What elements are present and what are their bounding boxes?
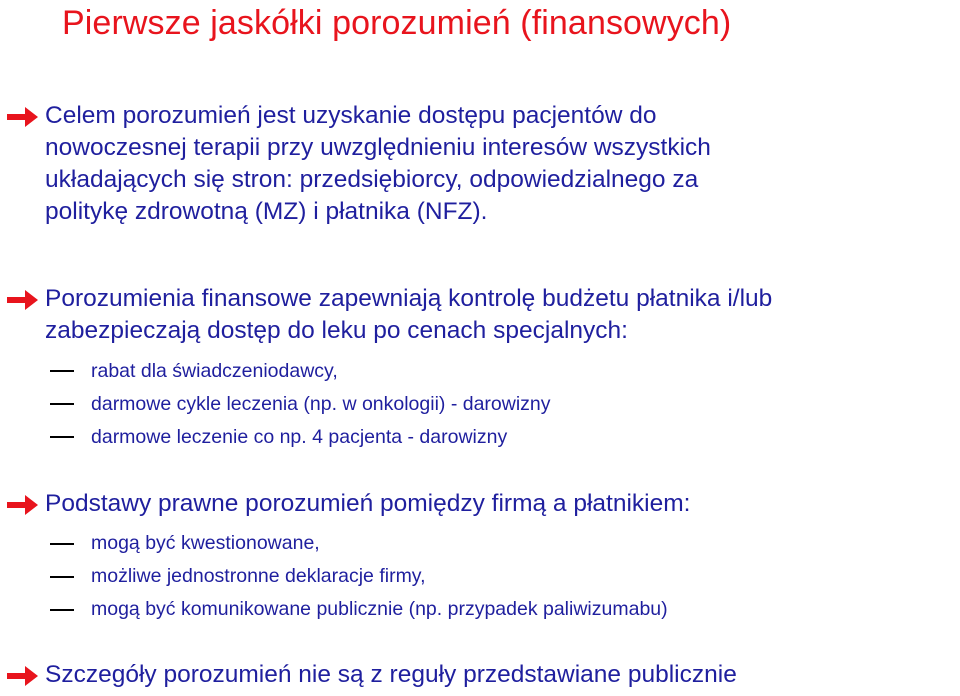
sub-item-text: darmowe cykle leczenia (np. w onkologii) - darowizny [91,393,551,415]
bullet-line: Szczegóły porozumień nie są z reguły przedstawiane publicznie [45,661,737,688]
arrow-right-icon [7,107,39,127]
arrow-right-icon [7,495,39,515]
sub-item [0,422,960,454]
dash-bullet [50,543,74,545]
bullet-text [45,100,960,228]
bullet-line: Porozumienia finansowe zapewniają kontrolę budżetu płatnika i/lub [45,285,773,312]
bullet-line: zabezpieczają dostęp do leku po cenach specjalnych: [45,317,628,344]
sub-item-text: mogą być kwestionowane, [91,532,320,554]
sub-item [0,528,960,560]
arrow-right-icon [7,290,39,310]
slide-title: Pierwsze jaskółki porozumień (finansowych) [62,4,732,42]
bullet-line: Podstawy prawne porozumień pomiędzy firmą a płatnikiem: [45,490,691,517]
sub-item-text: możliwe jednostronne deklaracje firmy, [91,565,426,587]
bullet-line: politykę zdrowotną (MZ) i płatnika (NFZ). [45,198,488,225]
sub-item-text: mogą być komunikowane publicznie (np. przypadek paliwizumabu) [91,598,668,620]
arrow-right-icon [7,666,39,686]
bullet-line: nowoczesnej terapii przy uwzględnieniu interesów wszystkich [45,134,711,161]
sub-item-text: darmowe leczenie co np. 4 pacjenta - darowizny [91,426,508,448]
sub-item-text: rabat dla świadczeniodawcy, [91,360,338,382]
sub-item [0,594,960,626]
bullet-line: Celem porozumień jest uzyskanie dostępu pacjentów do [45,102,657,129]
bullet-line: układających się stron: przedsiębiorcy, odpowiedzialnego za [45,166,699,193]
bullet-text [45,488,960,520]
bullet-text [45,659,960,691]
sub-item [0,356,960,388]
sub-item [0,389,960,421]
dash-bullet [50,576,74,578]
dash-bullet [50,436,74,438]
dash-bullet [50,370,74,372]
dash-bullet [50,609,74,611]
bullet-text [45,283,960,347]
sub-item [0,561,960,593]
dash-bullet [50,403,74,405]
